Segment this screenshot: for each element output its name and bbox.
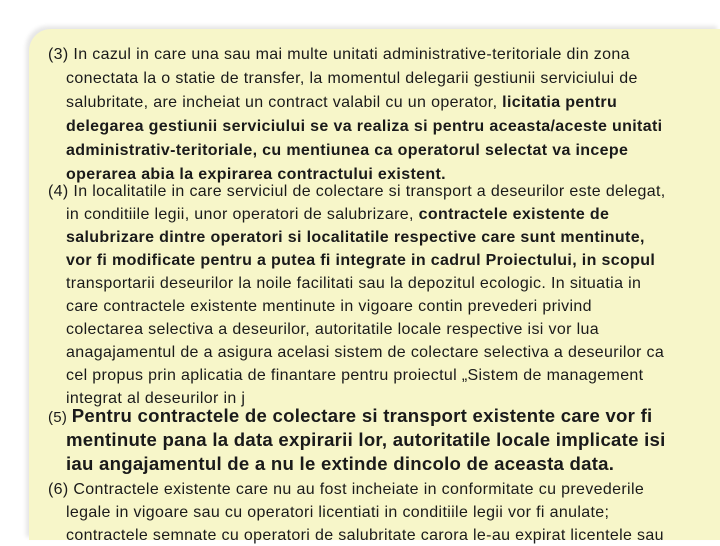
paragraph-p6-line (48, 479, 644, 500)
text-run: (3) In cazul in care una sau mai multe unitati administrative-teritoriale din zona (48, 46, 630, 63)
paragraph-p3-line (66, 116, 662, 137)
text-run: cel propus prin aplicatia de finantare pentru proiectul „Sistem de management (66, 367, 644, 384)
paragraph-p5-line (66, 452, 614, 476)
bold-text: licitatia pentru (502, 94, 618, 111)
text-run: contractele semnate cu operatori de salubritate carora le-au expirat licentele sau (66, 527, 664, 544)
paragraph-p6-line (66, 502, 609, 523)
text-run: care contractele existente mentinute in vigoare contin prevederi privind (66, 298, 592, 315)
paragraph-p5-line (48, 404, 652, 430)
paragraph-p3-line (48, 44, 630, 65)
bold-text: salubrizare dintre operatori si localitatile respective care sunt mentinute, (66, 229, 645, 246)
paragraph-p3-line (66, 68, 638, 89)
paragraph-p6-line (66, 525, 664, 546)
paragraph-p4-line (66, 250, 655, 271)
bold-text: iau angajamentul de a nu le extinde dincolo de aceasta data. (66, 453, 615, 474)
text-run: colectarea selectiva a deseurilor, autoritatile locale respective isi vor lua (66, 321, 599, 338)
paragraph-p4-line (66, 273, 641, 294)
bold-text: contractele existente de (418, 206, 610, 223)
text-run: salubritate, are incheiat un contract valabil cu un operator, (66, 94, 503, 111)
text-run: integrat al deseurilor in j (66, 390, 246, 407)
text-run: legale in vigoare sau cu operatori licentiati in conditiile legii vor fi anulate; (66, 504, 610, 521)
paragraph-p3-line (66, 140, 628, 161)
paragraph-p4-line (66, 365, 643, 386)
text-run: conectata la o statie de transfer, la momentul delegarii gestiunii serviciului de (66, 70, 638, 87)
bold-text: Pentru contractele de colectare si transport existente care vor fi (71, 405, 653, 426)
bold-text: operarea abia la expirarea contractului existent. (66, 166, 446, 183)
text-run: anagajamentul de a asigura acelasi sistem de colectare selectiva a deseurilor ca (66, 344, 665, 361)
text-run: in conditiile legii, unor operatori de salubrizare, (66, 206, 419, 223)
bold-text: administrativ-teritoriale, cu mentiunea ca operatorul selectat va incepe (66, 142, 629, 159)
paragraph-p4-line (66, 204, 609, 225)
paragraph-p4-line (66, 227, 645, 248)
text-run: transportarii deseurilor la noile facilitati sau la depozitul ecologic. In situatia in (66, 275, 642, 292)
text-run: (4) In localitatile in care serviciul de colectare si transport a deseurilor este delegat, (48, 183, 666, 200)
paragraph-p4-line (66, 342, 664, 363)
paragraph-p4-line (48, 181, 666, 202)
bold-text: vor fi modificate pentru a putea fi integrate in cadrul Proiectului, in scopul (66, 252, 656, 269)
bold-text: delegarea gestiunii serviciului se va realiza si pentru aceasta/aceste unitati (66, 118, 663, 135)
paragraph-p4-line (66, 319, 599, 340)
text-run: (6) Contractele existente care nu au fost incheiate in conformitate cu prevederile (48, 481, 645, 498)
text-run: (5) (48, 409, 72, 426)
bold-text: mentinute pana la data expirarii lor, autoritatile locale implicate isi (66, 429, 666, 450)
paragraph-p4-line (66, 296, 592, 317)
paragraph-p3-line (66, 92, 617, 113)
paragraph-p5-line (66, 428, 666, 452)
